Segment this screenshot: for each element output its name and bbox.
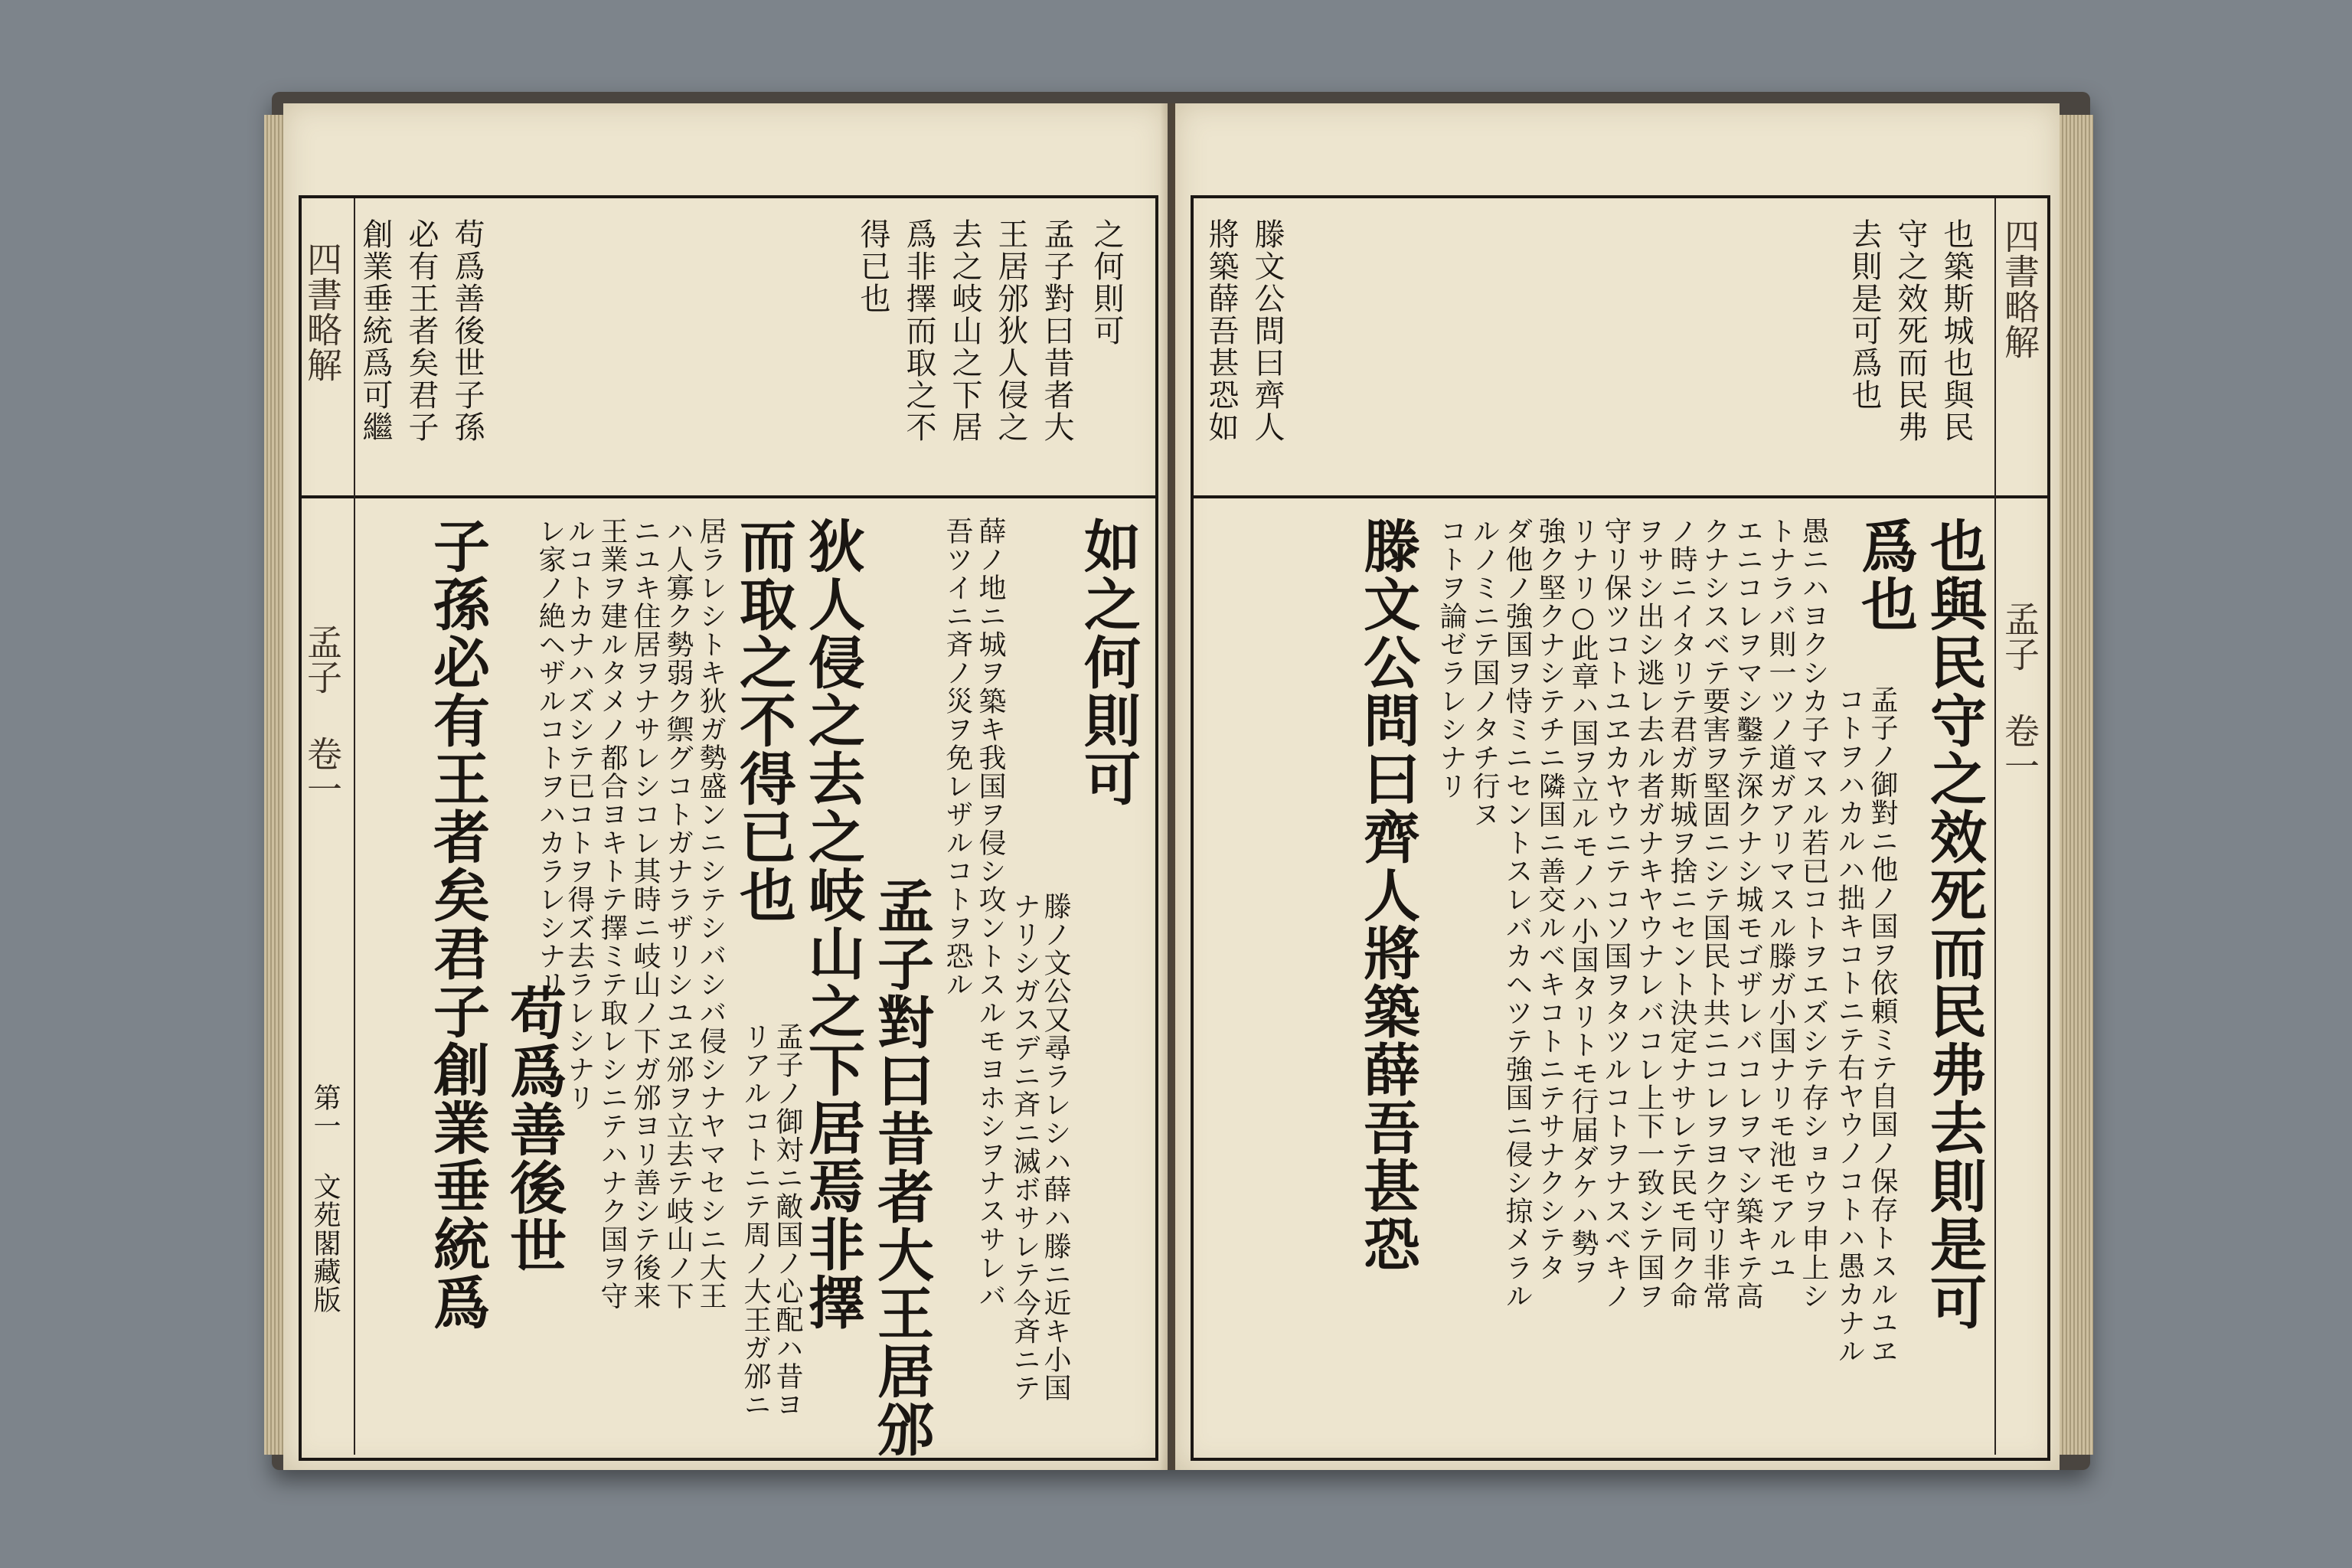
- left-lower-big-6: 子孫必有王者矣君子創業垂統爲: [424, 517, 490, 1331]
- left-upper-col-5: 爲非擇而取之不: [901, 218, 936, 443]
- right-page-divider: [1191, 495, 2047, 498]
- right-lower-small-5: エニコレヲマシ鑿テ深クナシ城モゴザレバコレヲマシ築キテ高: [1732, 517, 1763, 1310]
- left-upper-col-2: 孟子對曰昔者大: [1039, 218, 1074, 443]
- left-upper-col-8: 必有王者矣君子: [403, 218, 439, 443]
- left-lower-big-2: 孟子對曰昔者大王居邠: [868, 877, 934, 1459]
- left-lower-small-11: ルコトカナハズシテ已コトヲ得ズ去ラレシナリ: [564, 517, 595, 1112]
- left-lower-small-2: ナリシガスデニ斉ニ滅ボサレテ今斉ニテ: [1009, 892, 1040, 1402]
- left-edge-separator: [354, 198, 355, 1455]
- left-lower-small-3: 薛ノ地ニ城ヲ築キ我国ヲ侵シ攻ントスルモヨホシヲナスサレバ: [975, 517, 1006, 1310]
- right-lower-small-8: ヲサシ出シ逃レ去ル者ガナキヤウナレバコレ上下一致シテ国ヲ: [1633, 517, 1664, 1310]
- right-upper-col-4: 滕文公問曰齊人: [1250, 218, 1285, 443]
- right-lower-small-13: ルノミニテ国ノタチ行ヌ: [1468, 517, 1500, 828]
- left-page-divider: [299, 495, 1155, 498]
- left-upper-col-9: 創業垂統爲可繼: [358, 218, 393, 443]
- left-lower-small-10: 王業ヲ建ルタメノ都合ヨキトテ擇ミテ取レシニテハナク国ヲ守: [596, 517, 628, 1310]
- left-edge-title: 四書略解: [302, 241, 343, 382]
- right-lower-small-4: トナラバ則一ツノ道ガアリマスル滕ガ小国ナリモ池モアルユ: [1765, 517, 1796, 1282]
- right-lower-small-11: 強ク堅クナシテチニ隣国ニ善交ルベキコトニテサナクシテタ: [1534, 517, 1566, 1282]
- left-lower-small-4: 吾ツイニ斉ノ災ヲ免レザルコトヲ恐ル: [942, 517, 973, 998]
- left-lower-small-5: 孟子ノ御対ニ敵国ノ心配ハ昔ヨ: [772, 1022, 803, 1419]
- right-lower-small-9: 守リ保ツコトユヱカヤウニテコソ国ヲタツルコトヲナスベキノ: [1600, 517, 1632, 1310]
- left-edge-subtitle: 孟子 卷一: [302, 624, 343, 806]
- left-upper-col-4: 去之岐山之下居: [947, 218, 982, 443]
- right-lower-small-2: コトヲハカルハ拙キコトニテ右ヤウノコトハ愚カナル: [1834, 685, 1865, 1365]
- right-upper-col-3: 去則是可爲也: [1847, 218, 1882, 411]
- right-lower-small-1: 孟子ノ御對ニ他ノ国ヲ依頼ミテ自国ノ保存トスルユヱ: [1867, 685, 1898, 1365]
- right-lower-big-2: 爲也: [1852, 517, 1918, 633]
- right-page: [1175, 103, 2060, 1470]
- left-lower-big-5: 苟爲善後世: [501, 984, 567, 1275]
- left-upper-col-1: 之何則可: [1089, 218, 1124, 347]
- right-lower-big-3: 滕文公問曰齊人將築薛吾甚恐: [1354, 517, 1420, 1273]
- left-lower-small-8: ハ人寡ク勢弱ク禦グコトガナラザリシユヱ邠ヲ立去テ岐山ノ下: [662, 517, 694, 1310]
- left-lower-big-3: 狄人侵之去之岐山之下居焉非擇: [799, 517, 865, 1331]
- right-upper-col-1: 也築斯城也與民: [1939, 218, 1974, 443]
- right-lower-small-10: リナリ○此章ハ国ヲ立ルモノハ小国タリトモ行届ダケハ勢ヲ: [1567, 517, 1599, 1285]
- right-lower-big-1: 也與民守之效死而民弗去則是可: [1921, 517, 1987, 1331]
- left-page: [283, 103, 1168, 1470]
- right-upper-col-2: 守之效死而民弗: [1893, 218, 1928, 443]
- left-upper-col-6: 得已也: [855, 218, 890, 315]
- right-edge-subtitle: 孟子 卷一: [1999, 601, 2040, 783]
- left-lower-small-7: 居ラレシトキ狄ガ勢盛ンニシテシバシバ侵シナヤマセシニ大王: [695, 517, 727, 1310]
- left-lower-big-4: 而取之不得已也: [730, 517, 796, 924]
- left-upper-col-7: 苟爲善後世子孫: [449, 218, 485, 443]
- right-lower-small-7: ノ時ニイタリテ君ガ斯城ヲ捨ニセント決定ナサレテ民モ同ク命: [1666, 517, 1697, 1310]
- right-upper-col-5: 將築薛吾甚恐如: [1204, 218, 1239, 443]
- right-edge-separator: [1994, 198, 1996, 1455]
- right-edge-title: 四書略解: [1999, 218, 2040, 359]
- right-lower-small-12: ダ他ノ強国ヲ恃ミニセントスレバカヘツテ強国ニ侵シ掠メラル: [1501, 517, 1533, 1310]
- left-lower-small-12: レ家ノ絶ヘザルコトヲハカラレシナリ: [534, 517, 566, 998]
- right-lower-small-6: クナシスベテ要害ヲ堅固ニシテ国民ト共ニコレヲヨク守リ非常: [1699, 517, 1730, 1310]
- left-bottom-note: 第一 文苑閣藏版: [309, 1083, 341, 1314]
- book-fore-edge-right: [2060, 115, 2093, 1455]
- left-lower-small-6: リアルコトニテ周ノ大王ガ邠ニ: [740, 1022, 771, 1419]
- right-lower-small-3: 愚ニハヨクシカ子マスル若已コトヲエズシテ存ショウヲ申上シ: [1798, 517, 1829, 1310]
- right-lower-small-14: コトヲ論ゼラレシナリ: [1436, 517, 1467, 800]
- left-upper-col-3: 王居邠狄人侵之: [993, 218, 1028, 443]
- left-lower-small-1: 滕ノ文公又尋ラレシハ薛ハ滕ニ近キ小国: [1040, 892, 1071, 1402]
- left-lower-small-9: ニユキ住居ヲナサレシコレ其時ニ岐山ノ下ガ邠ヨリ善シテ後来: [629, 517, 661, 1310]
- left-lower-big-1: 如之何則可: [1075, 517, 1141, 808]
